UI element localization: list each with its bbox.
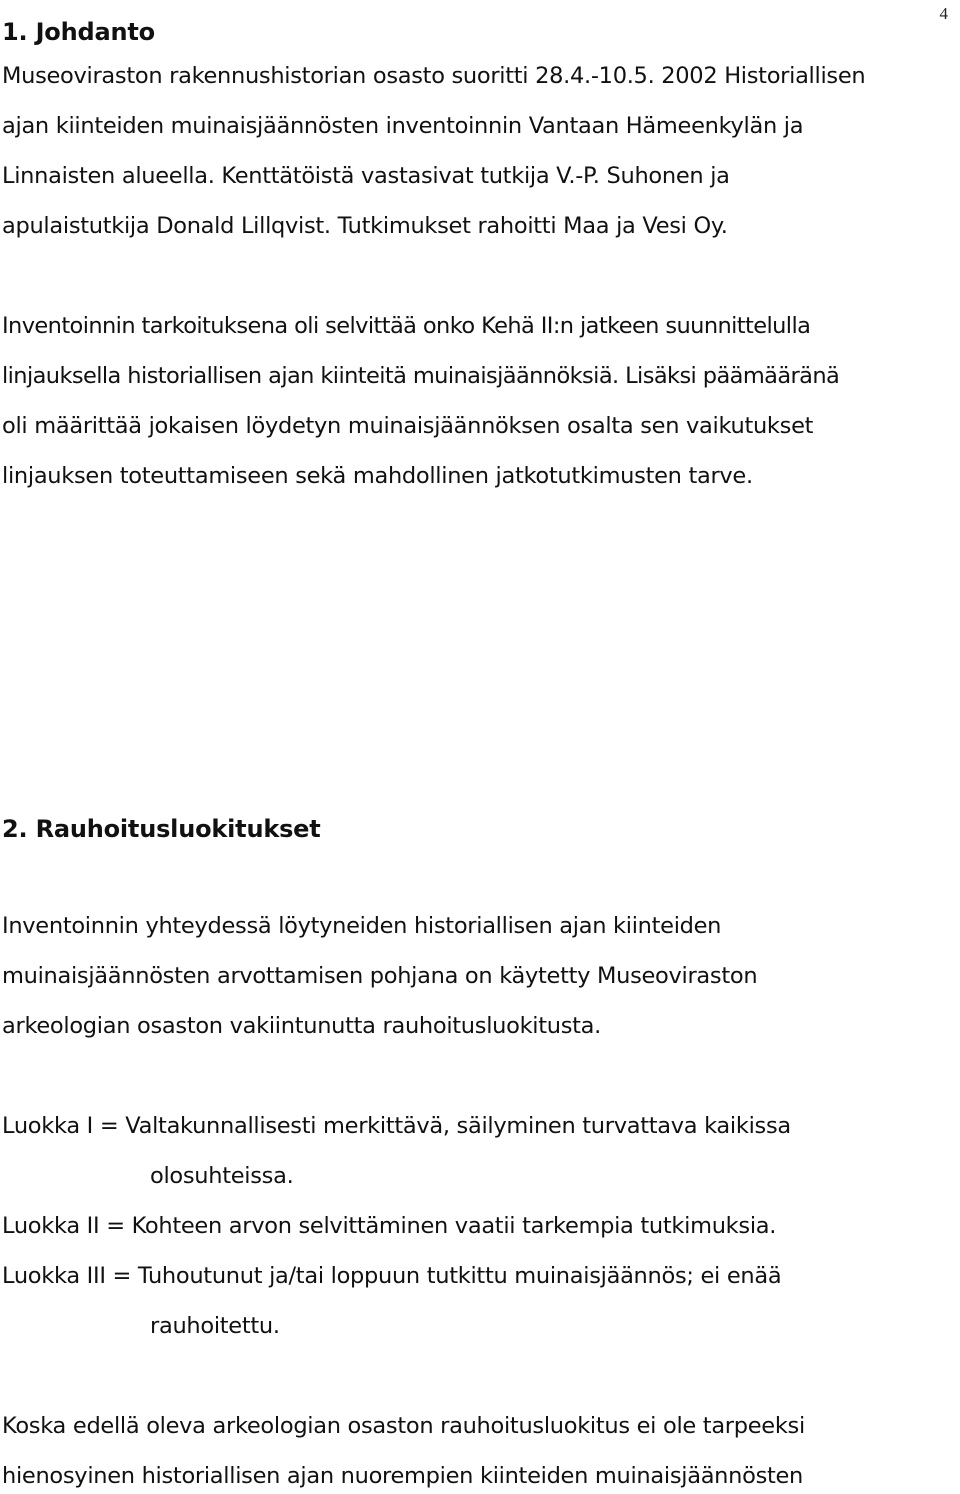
text-line: ajan kiinteiden muinaisjäännösten inventoinnin Vantaan Hämeenkylän ja <box>2 113 804 139</box>
text-line: Linnaisten alueella. Kenttätöistä vastasivat tutkija V.-P. Suhonen ja <box>2 163 730 189</box>
class-item-3: Luokka III = Tuhoutunut ja/tai loppuun tutkittu muinaisjäännös; ei enää <box>2 1263 782 1289</box>
text-line: Koska edellä oleva arkeologian osaston rauhoitusluokitus ei ole tarpeeksi <box>2 1413 805 1439</box>
page-number: 4 <box>939 4 948 23</box>
class-item-1: Luokka I = Valtakunnallisesti merkittävä, säilyminen turvattava kaikissa <box>2 1113 791 1139</box>
class-item-3-continuation: rauhoitettu. <box>150 1313 280 1339</box>
text-line: oli määrittää jokaisen löydetyn muinaisjäännöksen osalta sen vaikutukset <box>2 413 814 439</box>
text-line: linjauksen toteuttamiseen sekä mahdollinen jatkotutkimusten tarve. <box>2 463 753 489</box>
section-heading-introduction: 1. Johdanto <box>2 18 155 46</box>
text-line: linjauksella historiallisen ajan kiinteitä muinaisjäännöksiä. Lisäksi päämääränä <box>2 363 840 389</box>
class-item-2: Luokka II = Kohteen arvon selvittäminen vaatii tarkempia tutkimuksia. <box>2 1213 777 1239</box>
text-line: arkeologian osaston vakiintunutta rauhoitusluokitusta. <box>2 1013 602 1039</box>
text-line: hienosyinen historiallisen ajan nuorempien kiinteiden muinaisjäännösten <box>2 1463 804 1489</box>
class-item-1-continuation: olosuhteissa. <box>150 1163 294 1189</box>
text-line: Inventoinnin yhteydessä löytyneiden historiallisen ajan kiinteiden <box>2 913 722 939</box>
text-line: apulaistutkija Donald Lillqvist. Tutkimukset rahoitti Maa ja Vesi Oy. <box>2 213 728 239</box>
section-heading-classifications: 2. Rauhoitusluokitukset <box>2 815 321 843</box>
text-line: muinaisjäännösten arvottamisen pohjana on käytetty Museoviraston <box>2 963 758 989</box>
text-line: Inventoinnin tarkoituksena oli selvittää onko Kehä II:n jatkeen suunnittelulla <box>2 313 811 339</box>
text-line: Museoviraston rakennushistorian osasto suoritti 28.4.-10.5. 2002 Historiallisen <box>2 63 866 89</box>
